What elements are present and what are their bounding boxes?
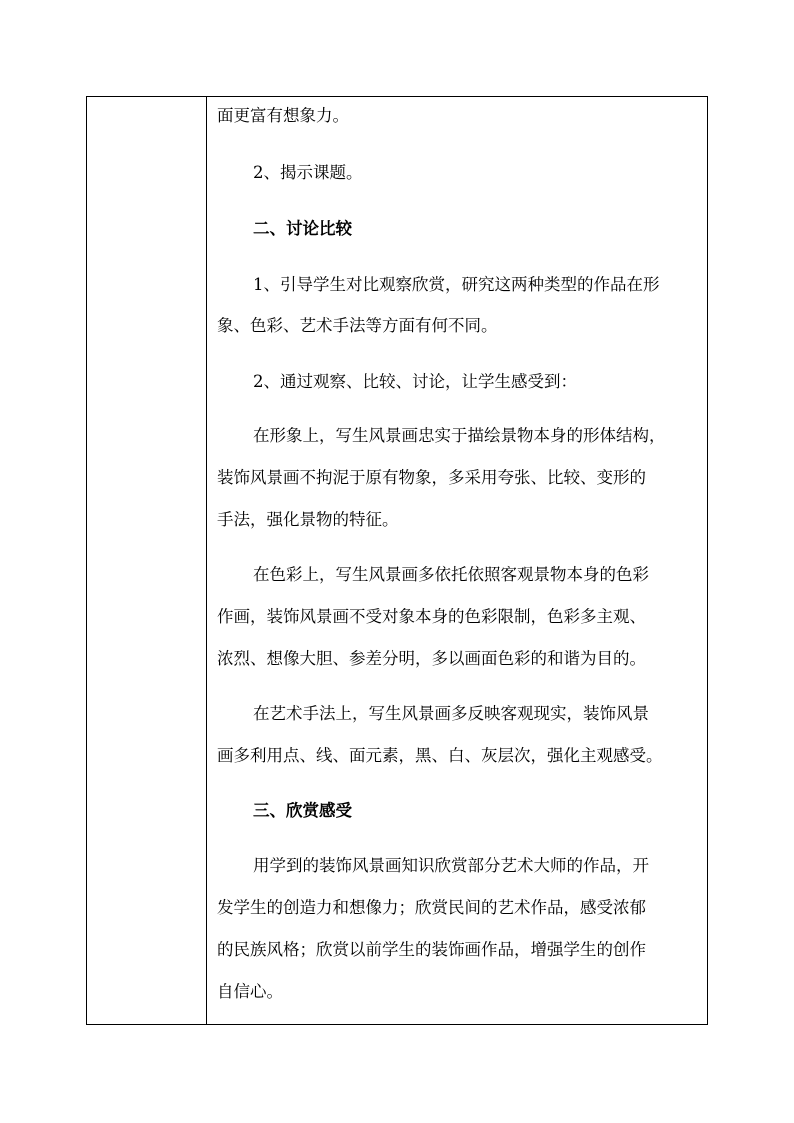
text-line: 装饰风景画不拘泥于原有物象，多采用夸张、比较、变形的 (217, 468, 646, 487)
table-left-cell (87, 97, 207, 1024)
text-line: 发学生的创造力和想像力；欣赏民间的艺术作品，感受浓郁 (217, 898, 646, 917)
lesson-table (86, 96, 708, 1025)
text-line: 作画，装饰风景画不受对象本身的色彩限制，色彩多主观、 (217, 607, 646, 626)
text-line: 手法，强化景物的特征。 (217, 510, 399, 529)
text-line: 画多利用点、线、面元素，黑、白、灰层次，强化主观感受。 (217, 746, 663, 765)
text-line: 在色彩上，写生风景画多依托依照客观景物本身的色彩 (253, 565, 649, 584)
text-line: 自信心。 (217, 982, 283, 1001)
section-heading-discuss: 二、讨论比较 (253, 219, 352, 238)
text-line: 在形象上，写生风景画忠实于描绘景物本身的形体结构， (253, 426, 666, 445)
text-line: 象、色彩、艺术手法等方面有何不同。 (217, 316, 498, 335)
text-line: 2、揭示课题。 (253, 163, 363, 182)
section-heading-appreciate: 三、欣赏感受 (253, 801, 352, 820)
text-line: 的民族风格；欣赏以前学生的装饰画作品，增强学生的创作 (217, 940, 646, 959)
text-line: 浓烈、想像大胆、参差分明，多以画面色彩的和谐为目的。 (217, 649, 646, 668)
text-line: 用学到的装饰风景画知识欣赏部分艺术大师的作品，开 (253, 856, 649, 875)
table-content-cell (207, 97, 707, 1024)
text-line: 面更富有想象力。 (217, 106, 349, 125)
text-line: 2、通过观察、比较、讨论，让学生感受到： (253, 372, 577, 391)
text-line: 在艺术手法上，写生风景画多反映客观现实，装饰风景 (253, 704, 649, 723)
text-line: 1、引导学生对比观察欣赏，研究这两种类型的作品在形 (253, 275, 660, 294)
